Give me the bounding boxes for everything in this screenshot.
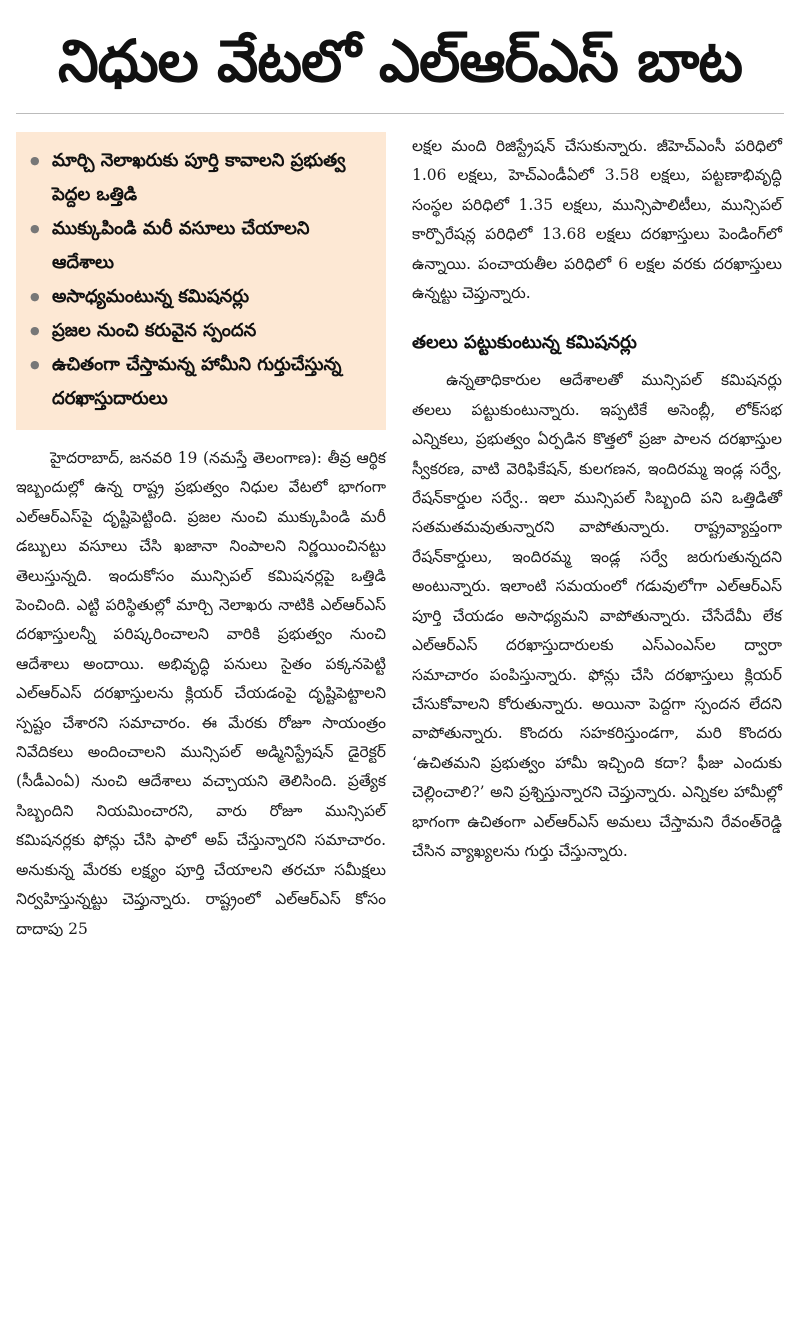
highlight-item: ● ప్రజల నుంచి కరువైన స్పందన [30, 314, 376, 348]
right-body-paragraph-1: లక్షల మంది రిజిస్ట్రేషన్‌ చేసుకున్నారు. జీహెచ్‌ఎంసీ పరిధిలో 1.06 లక్షలు, హెచ్‌ఎండీఏలో 3.58 లక్షలు, పట్టణాభివృద్ధి సంస్థల పరిధిలో 1.35 లక్షలు, మున్సిపాలిటీలు, మున్సిపల్‌ కార్పొరేషన్ల పరిధిలో 13.68 లక్షలు దరఖాస్తులు పెండింగ్‌లో ఉన్నాయి. పంచాయతీల పరిధిలో 6 లక్షల వరకు దరఖాస్తులు ఉన్నట్టు చెప్తున్నారు. [412, 137, 782, 303]
right-body-paragraph-2: ఉన్నతాధికారుల ఆదేశాలతో మున్సిపల్‌ కమిషనర్లు తలలు పట్టుకుంటున్నారు. ఇప్పటికే అసెంబ్లీ, లోక్‌సభ ఎన్నికలు, ప్రభుత్వం ఏర్పడిన కొత్తలో ప్రజా పాలన దరఖాస్తుల స్వీకరణ, వాటి వెరిఫికేషన్‌, కులగణన, ఇందిరమ్మ ఇండ్ల సర్వే, రేషన్‌కార్డుల సర్వే.. ఇలా మున్సిపల్‌ సిబ్బంది పని ఒత్తిడితో సతమతమవుతున్నారని వాపోతున్నారు. రాష్ట్రవ్యాప్తంగా రేషన్‌కార్డులు, ఇందిరమ్మ ఇండ్ల సర్వే జరుగుతున్నదని అంటున్నారు. ఇలాంటి సమయంలో గడువులోగా ఎల్‌ఆర్‌ఎస్‌ పూర్తి చేయడం అసాధ్యమని వాపోతున్నారు. చేసేదేమీ లేక ఎల్‌ఆర్‌ఎస్‌ దరఖాస్తుదారులకు ఎస్‌ఎంఎస్‌ల ద్వారా సమాచారం పంపిస్తున్నారు. ఫోన్లు చేసి దరఖాస్తులు క్లియర్‌ చేసుకోవాలని కోరుతున్నారు. అయినా పెద్దగా స్పందన లేదని వాపోతున్నారు. కొందరు సహకరిస్తుండగా, మరి కొందరు ‘ఉచితమని ప్రభుత్వం హామీ ఇచ్చింది కదా? ఫీజు ఎందుకు చెల్లించాలి?’ అని ప్రశ్నిస్తున్నారని చెప్తున్నారు. ఎన్నికల హామీల్లో భాగంగా ఉచితంగా ఎల్‌ఆర్‌ఎస్‌ అమలు చేస్తామని రేవంత్‌రెడ్డి చేసిన వ్యాఖ్యలను గుర్తు చేస్తున్నారు. [412, 371, 782, 860]
highlights-box [16, 132, 386, 430]
right-column [412, 132, 782, 944]
highlight-item: ● ముక్కుపిండి మరీ వసూలు చేయాలని ఆదేశాలు [30, 212, 376, 280]
subheading: తలలు పట్టుకుంటున్న కమిషనర్లు [412, 332, 637, 354]
left-body-paragraph: హైదరాబాద్‌, జనవరి 19 (నమస్తే తెలంగాణ): తీవ్ర ఆర్థిక ఇబ్బందుల్లో ఉన్న రాష్ట్ర ప్రభుత్వం నిధుల వేటలో భాగంగా ఎల్‌ఆర్‌ఎస్‌పై దృష్టిపెట్టింది. ప్రజల నుంచి ముక్కుపిండి మరీ డబ్బులు వసూలు చేసి ఖజానా నింపాలని నిర్ణయించినట్టు తెలుస్తున్నది. ఇందుకోసం మున్సిపల్‌ కమిషనర్లపై ఒత్తిడి పెంచింది. ఎట్టి పరిస్థితుల్లో మార్చి నెలాఖరు నాటికి ఎల్‌ఆర్‌ఎస్‌ దరఖాస్తులన్నీ పరిష్కరించాలని వారికి ప్రభుత్వం నుంచి ఆదేశాలు అందాయి. అభివృద్ధి పనులు సైతం పక్కనపెట్టి ఎల్‌ఆర్‌ఎస్‌ దరఖాస్తులను క్లియర్‌ చేయడంపై దృష్టిపెట్టాలని స్పష్టం చేశారని సమాచారం. ఈ మేరకు రోజూ సాయంత్రం నివేదికలు అందించాలని మున్సిపల్‌ అడ్మినిస్ట్రేషన్‌ డైరెక్టర్‌ (సీడీఎంఏ) నుంచి ఆదేశాలు వచ్చాయని తెలిసింది. ప్రత్యేక సిబ్బందిని నియమించారని, వారు రోజూ మున్సిపల్‌ కమిషనర్లకు ఫోన్లు చేసి ఫాలో అప్‌ చేస్తున్నారని సమాచారం. అనుకున్న మేరకు లక్ష్యం పూర్తి చేయాలని తరచూ సమీక్షలు నిర్వహిస్తున్నట్టు చెప్తున్నారు. రాష్ట్రంలో ఎల్‌ఆర్‌ఎస్‌ కోసం దాదాపు 25 [16, 449, 386, 938]
highlight-item: ● అసాధ్యమంటున్న కమిషనర్లు [30, 280, 376, 314]
article-columns [16, 132, 784, 944]
highlight-item: ● మార్చి నెలాఖరుకు పూర్తి కావాలని ప్రభుత్వ పెద్దల ఒత్తిడి [30, 144, 376, 212]
left-column [16, 132, 386, 944]
highlight-item: ● ఉచితంగా చేస్తామన్న హామీని గుర్తుచేస్తున్న దరఖాస్తుదారులు [30, 348, 376, 416]
headline: నిధుల వేటలో ఎల్‌ఆర్‌ఎస్‌ బాట [16, 14, 784, 114]
